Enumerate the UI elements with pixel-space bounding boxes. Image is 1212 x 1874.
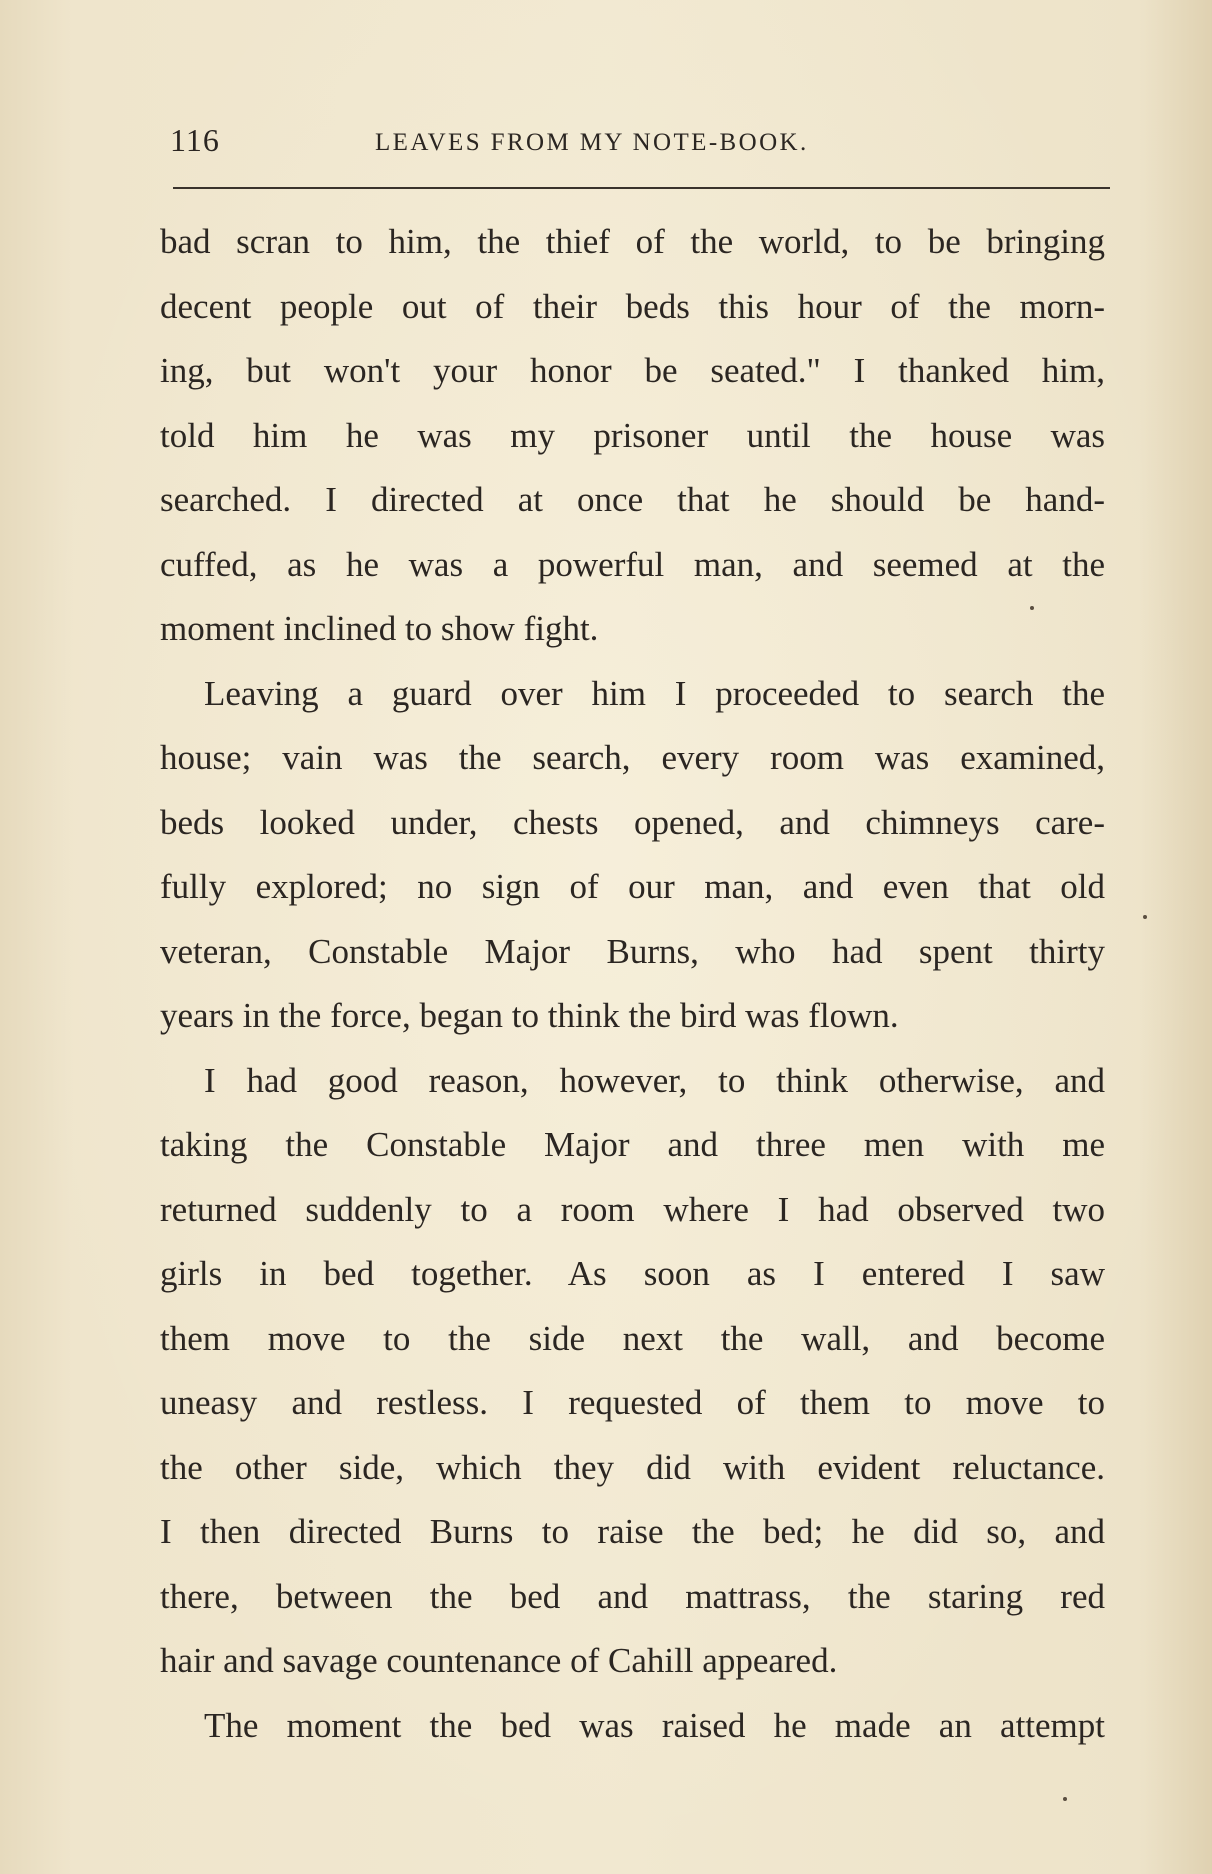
text-line: fully explored; no sign of our man, and even that old: [160, 867, 1105, 906]
text-line: cuffed, as he was a powerful man, and seemed at the: [160, 544, 1105, 584]
page-header: [160, 122, 1110, 172]
text-line: veteran, Constable Major Burns, who had spent thirty: [160, 931, 1105, 971]
text-line: the other side, which they did with evident reluctance.: [160, 1447, 1105, 1487]
page-number: 116: [170, 122, 220, 158]
text-line: years in the force, began to think the bird was flown.: [160, 996, 899, 1035]
paragraph-first-line: The moment the bed was raised he made an attempt: [204, 1705, 1105, 1745]
text-line: decent people out of their beds this hour of the morn-: [160, 286, 1105, 326]
text-line: moment inclined to show fight.: [160, 609, 599, 648]
text-line: uneasy and restless. I requested of them to move to: [160, 1383, 1105, 1422]
text-line: taking the Constable Major and three men with me: [160, 1125, 1105, 1164]
text-line: them move to the side next the wall, and become: [160, 1318, 1105, 1358]
paper-speck: [1030, 606, 1034, 610]
text-line: house; vain was the search, every room was examined,: [160, 738, 1105, 777]
text-line: ing, but won't your honor be seated." I thanked him,: [160, 351, 1105, 390]
text-line: girls in bed together. As soon as I entered I saw: [160, 1254, 1105, 1293]
header-rule: [173, 187, 1110, 189]
paragraph-first-line: Leaving a guard over him I proceeded to search the: [204, 673, 1105, 713]
text-line: searched. I directed at once that he should be hand-: [160, 480, 1105, 519]
text-line: beds looked under, chests opened, and chimneys care-: [160, 802, 1105, 842]
text-line: I then directed Burns to raise the bed; he did so, and: [160, 1512, 1105, 1551]
text-line: hair and savage countenance of Cahill appeared.: [160, 1641, 838, 1680]
text-line: bad scran to him, the thief of the world, to be bringing: [160, 222, 1105, 261]
paper-speck: [1143, 915, 1147, 919]
text-line: there, between the bed and mattrass, the staring red: [160, 1576, 1105, 1616]
text-line: told him he was my prisoner until the house was: [160, 415, 1105, 455]
text-line: returned suddenly to a room where I had observed two: [160, 1189, 1105, 1229]
paragraph-first-line: I had good reason, however, to think otherwise, and: [204, 1060, 1105, 1100]
body-text: [160, 210, 1105, 1758]
paper-speck: [1063, 1797, 1067, 1801]
running-head: LEAVES FROM MY NOTE-BOOK.: [375, 129, 809, 156]
